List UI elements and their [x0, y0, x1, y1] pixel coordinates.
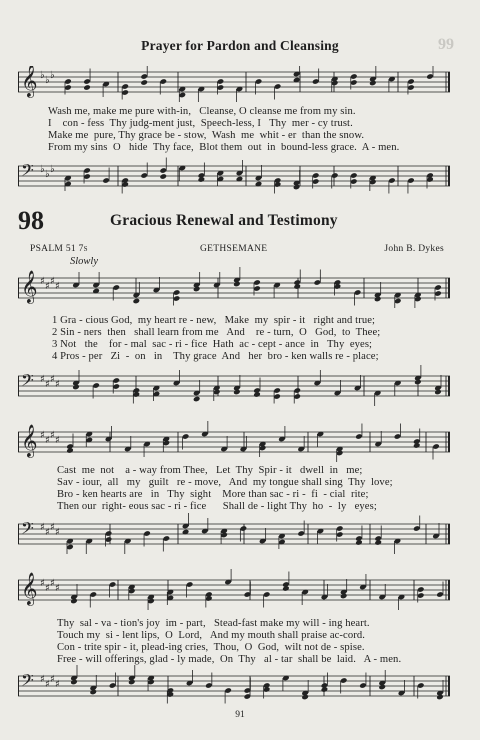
treble-clef: 𝄞 [21, 572, 38, 605]
sharp-sign: ♯ [40, 374, 45, 385]
note-head [83, 84, 91, 91]
sharp-sign: ♯ [40, 276, 45, 287]
sharp-sign: ♯ [50, 276, 55, 287]
system2-verse-2: Sav - iour, all my guilt re - move, And my tongue shall sing Thy love; [57, 477, 393, 488]
system1-verse-2: 2 Sin - ners then shall learn from me And re - turn, O God, to Thee; [52, 327, 381, 338]
sharp-sign: ♯ [40, 578, 45, 589]
system3-verse-4: Free - will offerings, glad - ly made, On Thy al - tar shall be laid. A - men. [57, 654, 402, 665]
note-head [321, 686, 329, 693]
system1-bass-staff [18, 364, 450, 410]
bass-clef: 𝄢 [21, 518, 34, 542]
page-number: 91 [235, 710, 245, 720]
bleed-through-number: 99 [438, 36, 454, 53]
bass-clef: 𝄢 [21, 370, 34, 394]
system1-verse-4: 4 Pros - per Zi - on in Thy grace And her bro - ken walls re - place; [52, 351, 379, 362]
note-head [198, 176, 206, 183]
note-head [369, 80, 377, 87]
sharp-sign: ♯ [45, 435, 50, 446]
note-head [293, 283, 301, 290]
note-head [193, 396, 201, 403]
bass-clef: 𝄢 [21, 670, 34, 694]
treble-clef: 𝄞 [21, 270, 38, 303]
sharp-sign: ♯ [50, 522, 55, 533]
note-head [378, 684, 386, 691]
note-head [340, 593, 348, 600]
note-head [436, 694, 444, 701]
note-head [128, 679, 136, 686]
tempo-marking: Slowly [70, 256, 98, 267]
note-head [233, 389, 241, 396]
treble-clef: 𝄞 [21, 66, 38, 97]
system1-verse-1: 1 Gra - cious God, my heart re - new, Make my spir - it right and true; [52, 315, 376, 326]
note-head [374, 539, 382, 546]
sharp-sign: ♯ [55, 583, 60, 594]
note-head [159, 173, 167, 180]
note-head [282, 585, 290, 592]
top-hymn-verse-1: Wash me, make me pure with-in, Cleanse, O cleanse me from my sin. [48, 106, 356, 117]
note-head [70, 598, 78, 605]
sharp-sign: ♯ [40, 674, 45, 685]
sharp-sign: ♯ [40, 522, 45, 533]
system3-verse-3: Con - trite spir - it, plead-ing cries, Thou, O God, wilt not de - spise. [57, 642, 365, 653]
sharp-sign: ♯ [50, 374, 55, 385]
psalm-meter: PSALM 51 7s [30, 244, 88, 254]
flat-sign: ♭ [45, 75, 50, 86]
system2-verse-1: Cast me not a - way from Thee, Let Thy Spir - it dwell in me; [57, 465, 363, 476]
sharp-sign: ♯ [45, 583, 50, 594]
note-head [414, 379, 422, 386]
note-head [434, 389, 442, 396]
sharp-sign: ♯ [55, 679, 60, 690]
tune-name: GETHSEMANE [200, 244, 268, 254]
note-head [253, 391, 261, 398]
sharp-sign: ♯ [55, 435, 60, 446]
note-head [72, 384, 80, 391]
sharp-sign: ♯ [55, 379, 60, 390]
flat-sign: ♭ [45, 169, 50, 180]
system3-bass-staff [18, 664, 450, 704]
sharp-sign: ♯ [55, 281, 60, 292]
system2-bass-staff [18, 512, 450, 558]
sharp-sign: ♯ [40, 430, 45, 441]
flat-sign: ♭ [40, 70, 45, 81]
flat-sign: ♭ [40, 164, 45, 175]
system2-treble-staff [18, 420, 450, 464]
top-hymn-title: Prayer for Pardon and Cleansing [141, 38, 339, 53]
top-hymn-verse-2: I con - fess Thy judg-ment just, Speech-less, I Thy mer - cy trust. [48, 118, 353, 129]
system3-verse-2: Touch my si - lent lips, O Lord, And my mouth shall praise ac-cord. [57, 630, 366, 641]
note-head [293, 184, 301, 191]
bass-clef: 𝄢 [21, 160, 34, 184]
hymn-title: Gracious Renewal and Testimony [110, 212, 338, 229]
note-head [374, 296, 382, 303]
sharp-sign: ♯ [45, 281, 50, 292]
note-head [140, 79, 148, 86]
note-head [413, 442, 421, 449]
system1-verse-3: 3 Not the for - mal sac - ri - fice Hath ac - cept - ance in Thy eyes; [52, 339, 373, 350]
note-head [355, 539, 363, 546]
treble-clef: 𝄞 [21, 424, 38, 457]
note-head [133, 298, 141, 305]
system2-verse-4: Then our right- eous sac - ri - fice Shall de - light Thy ho - ly eyes; [57, 501, 377, 512]
sharp-sign: ♯ [55, 527, 60, 538]
sharp-sign: ♯ [45, 679, 50, 690]
note-head [70, 679, 78, 686]
sharp-sign: ♯ [45, 527, 50, 538]
note-head [66, 447, 74, 454]
note-head [233, 281, 241, 288]
flat-sign: ♭ [50, 70, 55, 81]
note-head [301, 694, 309, 701]
system1-treble-staff [18, 266, 450, 310]
sharp-sign: ♯ [50, 674, 55, 685]
sharp-sign: ♯ [50, 578, 55, 589]
hymn-number: 98 [18, 206, 44, 235]
note-head [193, 286, 201, 293]
top-hymn-bass-staff [18, 156, 450, 196]
system2-verse-3: Bro - ken hearts are in Thy sight More than sac - ri - fi - cial rite; [57, 489, 369, 500]
system3-treble-staff [18, 566, 450, 612]
flat-sign: ♭ [50, 164, 55, 175]
note-head [89, 689, 97, 696]
top-hymn-verse-4: From my sins O hide Thy face, Blot them out in bound-less grace. A - men. [48, 142, 400, 153]
sharp-sign: ♯ [50, 430, 55, 441]
sharp-sign: ♯ [45, 379, 50, 390]
system3-verse-1: Thy sal - va - tion's joy im - part, Stead-fast make my will - ing heart. [57, 618, 370, 629]
composer: John B. Dykes [384, 244, 444, 254]
top-hymn-verse-3: Make me pure, Thy grace be - stow, Wash me whit - er than the snow. [48, 130, 365, 141]
top-hymn-treble-staff [18, 66, 450, 104]
